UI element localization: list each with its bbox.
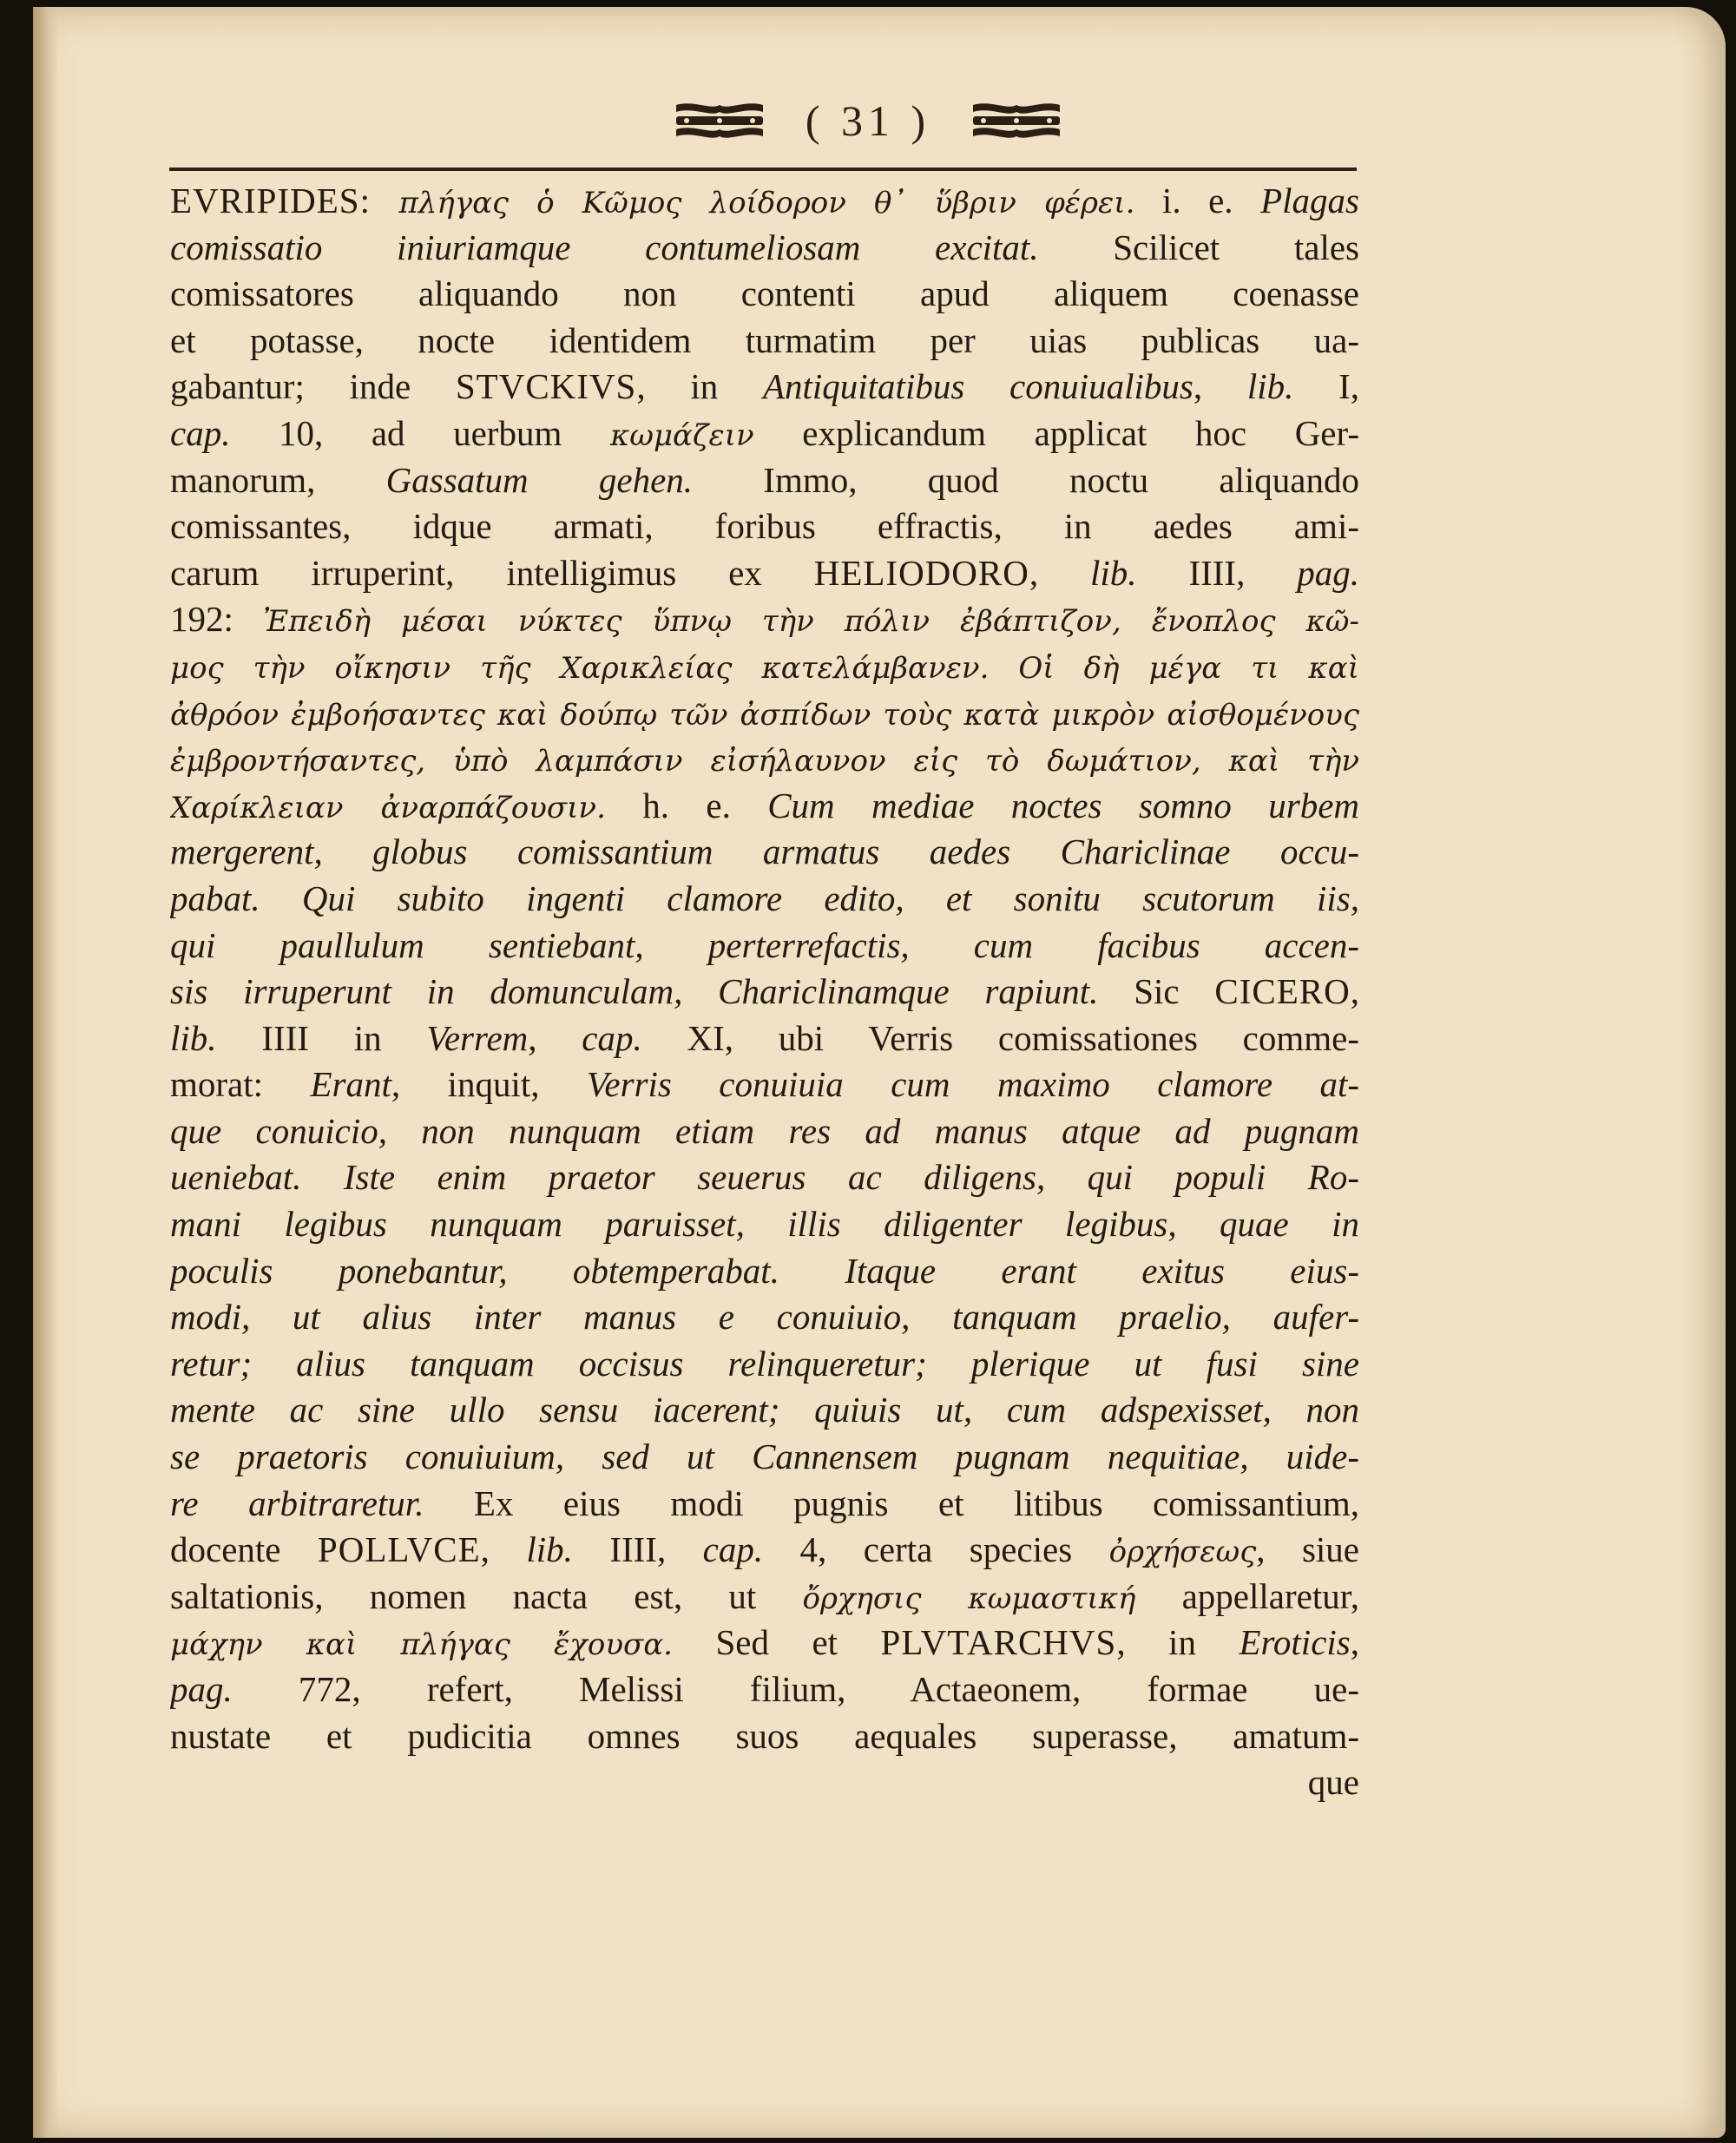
text-line [170, 969, 1359, 1016]
text-segment: CICERO [1214, 971, 1351, 1012]
text-line [170, 1620, 1359, 1666]
text-segment: saltationis, nomen nacta est, ut [170, 1575, 803, 1616]
text-line [170, 829, 1359, 876]
text-segment: , [528, 1017, 582, 1058]
text-segment: comissatio iniuriamque contumeliosam excitat. [170, 227, 1039, 267]
page-header [0, 95, 1736, 156]
text-line [170, 923, 1359, 970]
text-segment: cap. [702, 1529, 764, 1570]
text-segment: Gassatum gehen. [385, 459, 694, 500]
text-segment: lib. [526, 1529, 573, 1570]
text-segment: 192: [170, 599, 264, 640]
text-segment: Erant [310, 1064, 391, 1105]
text-line [170, 271, 1359, 318]
text-segment: μάχην καὶ πλήγας ἔχουσα. [170, 1627, 673, 1663]
text-segment: lib. [1246, 366, 1294, 407]
text-line [170, 550, 1359, 597]
text-segment: retur; alius tanquam occisus relinqueretur; plerique ut fusi sine [170, 1343, 1359, 1384]
text-segment: cap. [170, 412, 231, 453]
text-segment: morat: [170, 1064, 311, 1105]
text-segment: , [1193, 366, 1247, 407]
text-segment: re arbitraretur. [170, 1482, 424, 1523]
text-segment: κωμάζειν [609, 417, 754, 453]
text-segment: ἐμβροντήσαντες, ὑπὸ λαμπάσιν εἰσήλαυνον εἰς τὸ δωμάτιον, καὶ τὴν [170, 744, 1359, 779]
text-segment: se praetoris conuiuium, sed ut Cannensem pugnam nequitiae, uide- [170, 1436, 1359, 1477]
text-line [170, 1574, 1359, 1620]
text-segment: I, [1293, 366, 1359, 407]
page-number: ( 31 ) [805, 96, 931, 145]
text-line [170, 690, 1359, 737]
ornament-icon [964, 98, 1069, 143]
text-segment: HELIODORO [813, 552, 1029, 593]
text-segment: Χαρίκλειαν ἀναρπάζουσιν. [170, 790, 606, 825]
text-line [170, 1387, 1359, 1434]
text-segment: mani legibus nunquam paruisset, illis diligenter legibus, quae in [170, 1204, 1359, 1245]
text-line [170, 1294, 1359, 1341]
text-segment: mente ac sine ullo sensu iacerent; quiuis ut, cum adspexisset, non [170, 1390, 1359, 1430]
text-segment: Sic [1098, 971, 1215, 1012]
text-line [170, 1666, 1359, 1713]
text-segment: h. e. [605, 785, 768, 825]
text-line [170, 225, 1359, 272]
text-line [170, 596, 1359, 643]
text-line [170, 783, 1359, 830]
text-segment: 772, refert, Melissi filium, Actaeonem, formae ue- [232, 1669, 1359, 1709]
catchword: que [1307, 1762, 1359, 1803]
text-segment: , in [1116, 1622, 1240, 1663]
text-line [170, 1016, 1359, 1062]
text-segment: lib. [170, 1017, 217, 1058]
text-segment: IIII, [1136, 552, 1298, 593]
text-line [170, 876, 1359, 923]
text-segment: Sed et [672, 1622, 881, 1663]
text-line [170, 1434, 1359, 1481]
text-segment: , in [636, 366, 763, 407]
text-segment: , [1350, 1622, 1359, 1663]
text-segment: pabat. Qui subito ingenti clamore edito, et sonitu scutorum iis, [170, 878, 1359, 918]
text-line [170, 1713, 1359, 1760]
text-segment: pag. [170, 1669, 233, 1709]
text-line [170, 1341, 1359, 1388]
text-line [170, 364, 1359, 411]
text-line [170, 1062, 1359, 1108]
text-segment: , siue [1256, 1529, 1359, 1570]
text-segment: et potasse, nocte identidem turmatim per uias publicas ua- [170, 319, 1359, 360]
text-segment: Immo, quod noctu aliquando [693, 459, 1359, 500]
text-line [170, 178, 1359, 225]
binding-gutter [33, 7, 59, 2138]
text-segment: manorum, [170, 459, 386, 500]
header-rule [169, 168, 1357, 171]
text-segment: mergerent, globus comissantium armatus aedes Chariclinae occu- [170, 832, 1359, 872]
text-segment: Ex eius modi pugnis et litibus comissantium, [424, 1482, 1359, 1523]
text-segment: lib. [1090, 552, 1137, 593]
text-line [170, 503, 1359, 550]
text-segment: ueniebat. Iste enim praetor seuerus ac diligens, qui populi Ro- [170, 1157, 1359, 1198]
text-segment: pag. [1297, 552, 1359, 593]
text-line [170, 736, 1359, 783]
text-segment: qui paullulum sentiebant, perterrefactis, cum facibus accen- [170, 924, 1359, 965]
text-segment: Antiquitatibus conuiualibus [762, 366, 1194, 407]
text-line [170, 643, 1359, 690]
text-segment: poculis ponebantur, obtemperabat. Itaque erant exitus eius- [170, 1250, 1359, 1291]
text-segment: 4, certa species [763, 1529, 1109, 1570]
text-segment: IIII, [572, 1529, 703, 1570]
text-line [170, 1248, 1359, 1295]
text-segment: , inquit, [391, 1064, 587, 1105]
text-segment: Ἐπειδὴ μέσαι νύκτες ὕπνῳ τὴν πόλιν ἐβάπτιζον, ἔνοπλος κῶ- [263, 604, 1359, 640]
text-segment: appellaretur, [1135, 1575, 1359, 1616]
text-segment: Plagas [1260, 181, 1359, 220]
text-segment: sis irruperunt in domunculam, Chariclinamque rapiunt. [170, 971, 1099, 1012]
text-line [170, 318, 1359, 365]
text-segment: STVCKIVS [455, 366, 637, 407]
text-segment: carum irruperint, intelligimus ex [170, 552, 814, 593]
text-segment: docente [170, 1529, 318, 1570]
text-segment: ἀθρόον ἐμβοήσαντες καὶ δούπῳ τῶν ἀσπίδων τοὺς κατὰ μικρὸν αἰσθομένους [170, 697, 1359, 733]
text-segment: Verris conuiuia cum maximo clamore at- [586, 1064, 1359, 1105]
ornament-icon [667, 98, 772, 143]
text-segment: PLVTARCHVS [880, 1622, 1117, 1663]
text-segment: que conuicio, non nunquam etiam res ad manus atque ad pugnam [170, 1110, 1359, 1151]
text-segment: explicandum applicat hoc Ger- [753, 412, 1359, 453]
page-body [170, 178, 1359, 1806]
text-segment: XI, ubi Verris comissationes comme- [641, 1017, 1359, 1058]
text-segment: nustate et pudicitia omnes suos aequales superasse, amatum- [170, 1715, 1359, 1756]
text-segment: comissatores aliquando non contenti apud aliquem coenasse [170, 273, 1359, 314]
text-line [170, 457, 1359, 504]
text-segment: , [480, 1529, 527, 1570]
text-segment: EVRIPIDES: [170, 181, 399, 220]
text-line [170, 411, 1359, 457]
text-segment: 10, ad uerbum [230, 412, 610, 453]
text-segment: , [1350, 971, 1359, 1012]
text-segment: ὀρχήσεως [1108, 1535, 1257, 1570]
text-segment: modi, ut alius inter manus e conuiuio, tanquam praelio, aufer- [170, 1297, 1359, 1338]
text-line [170, 1527, 1359, 1574]
text-segment: Verrem [426, 1017, 529, 1058]
text-segment: Scilicet tales [1038, 227, 1359, 267]
text-segment: IIII in [216, 1017, 427, 1058]
text-line [170, 1108, 1359, 1155]
text-segment: gabantur; inde [170, 366, 456, 407]
text-segment: ὄρχησις κωμαστική [802, 1581, 1136, 1616]
text-segment: μος τὴν οἴκησιν τῆς Χαρικλείας κατελάμβανεν. Οἱ δὴ μέγα τι καὶ [170, 650, 1359, 686]
text-segment: Eroticis [1239, 1622, 1351, 1663]
text-segment: Cum mediae noctes somno urbem [767, 785, 1359, 825]
text-segment: comissantes, idque armati, foribus effractis, in aedes ami- [170, 506, 1359, 547]
text-segment: , [1029, 552, 1091, 593]
text-line [170, 1154, 1359, 1201]
text-line [170, 1481, 1359, 1528]
text-segment: πλήγας ὁ Κῶμος λοίδορον θ᾽ ὕβριν φέρει. [398, 186, 1135, 220]
text-line [170, 1201, 1359, 1248]
text-segment: cap. [582, 1017, 642, 1058]
text-segment: POLLVCE [317, 1529, 481, 1570]
text-segment: i. e. [1134, 181, 1261, 220]
